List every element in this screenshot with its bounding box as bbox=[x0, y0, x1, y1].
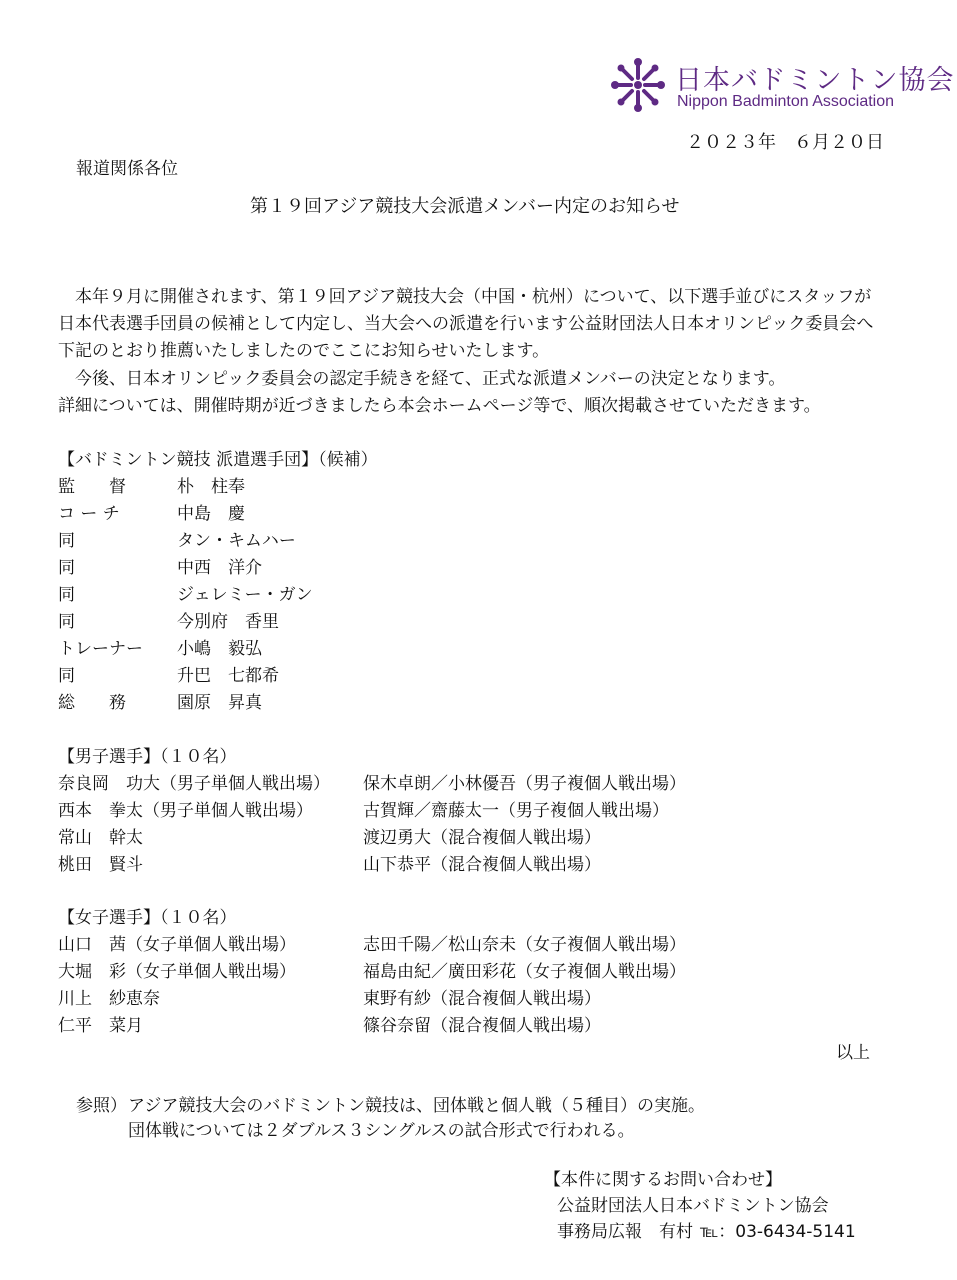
staff-name: 朴 柱奉 bbox=[177, 477, 245, 497]
staff-role: 同 bbox=[58, 585, 75, 605]
staff-role: コ ー チ bbox=[58, 504, 120, 524]
document-date: ２０２３年 ６月２０日 bbox=[686, 132, 884, 153]
staff-role: 同 bbox=[58, 531, 75, 551]
association-logo bbox=[611, 58, 955, 118]
staff-heading: 【バドミントン競技 派遣選手団】（候補） bbox=[58, 450, 378, 470]
document-title: 第１９回アジア競技大会派遣メンバー内定のお知らせ bbox=[250, 196, 680, 217]
player-entry: 志田千陽／松山奈未（女子複個人戦出場） bbox=[363, 935, 686, 955]
staff-name: タン・キムハー bbox=[177, 531, 296, 551]
staff-role: トレーナー bbox=[58, 639, 143, 659]
staff-name: 小嶋 毅弘 bbox=[177, 639, 262, 659]
player-entry: 山口 茜（女子単個人戦出場） bbox=[58, 935, 296, 955]
staff-role: 同 bbox=[58, 558, 75, 578]
staff-role: 同 bbox=[58, 612, 75, 632]
contact-org: 公益財団法人日本バドミントン協会 bbox=[557, 1196, 829, 1216]
body-line: 今後、日本オリンピック委員会の認定手続きを経て、正式な派遣メンバーの決定となります。 bbox=[58, 369, 786, 389]
flower-shuttle-icon bbox=[611, 58, 665, 112]
staff-name: 升巴 七都希 bbox=[177, 666, 279, 686]
body-line: 詳細については、開催時期が近づきましたら本会ホームページ等で、順次掲載させていただきます。 bbox=[58, 396, 821, 416]
staff-name: 園原 昇真 bbox=[177, 693, 262, 713]
player-entry: 常山 幹太 bbox=[58, 828, 143, 848]
org-name-en: Nippon Badminton Association bbox=[677, 93, 895, 110]
staff-role: 監 督 bbox=[58, 477, 126, 497]
note-label: 参照） bbox=[76, 1096, 127, 1116]
player-entry: 川上 紗恵奈 bbox=[58, 989, 160, 1009]
note-line: アジア競技大会のバドミントン競技は、団体戦と個人戦（５種目）の実施。 bbox=[128, 1096, 705, 1116]
body-line: 本年９月に開催されます、第１９回アジア競技大会（中国・杭州）について、以下選手並びにスタッフが bbox=[58, 287, 872, 307]
player-entry: 篠谷奈留（混合複個人戦出場） bbox=[363, 1016, 601, 1036]
closing-mark: 以上 bbox=[836, 1043, 870, 1063]
contact-heading: 【本件に関するお問い合わせ】 bbox=[544, 1170, 782, 1190]
player-entry: 奈良岡 功大（男子単個人戦出場） bbox=[58, 774, 330, 794]
player-entry: 渡辺勇大（混合複個人戦出場） bbox=[363, 828, 601, 848]
player-entry: 東野有紗（混合複個人戦出場） bbox=[363, 989, 601, 1009]
staff-role: 総 務 bbox=[58, 693, 126, 713]
staff-name: ジェレミー・ガン bbox=[177, 585, 313, 605]
staff-role: 同 bbox=[58, 666, 75, 686]
player-entry: 山下恭平（混合複個人戦出場） bbox=[363, 855, 601, 875]
staff-name: 中西 洋介 bbox=[177, 558, 262, 578]
women-heading: 【女子選手】（１０名） bbox=[58, 908, 237, 928]
player-entry: 古賀輝／齋藤太一（男子複個人戦出場） bbox=[363, 801, 669, 821]
player-entry: 保木卓朗／小林優吾（男子複個人戦出場） bbox=[363, 774, 686, 794]
recipient: 報道関係各位 bbox=[76, 159, 178, 179]
staff-name: 中島 慶 bbox=[177, 504, 245, 524]
men-heading: 【男子選手】（１０名） bbox=[58, 747, 237, 767]
org-name-ja: 日本バドミントン協会 bbox=[675, 65, 955, 96]
staff-name: 今別府 香里 bbox=[177, 612, 279, 632]
player-entry: 福島由紀／廣田彩花（女子複個人戦出場） bbox=[363, 962, 686, 982]
note-line: 団体戦については２ダブルス３シングルスの試合形式で行われる。 bbox=[128, 1121, 635, 1141]
body-line: 下記のとおり推薦いたしましたのでここにお知らせいたします。 bbox=[58, 341, 550, 361]
player-entry: 大堀 彩（女子単個人戦出場） bbox=[58, 962, 296, 982]
contact-office: 事務局広報 有村 bbox=[557, 1222, 693, 1242]
player-entry: 仁平 菜月 bbox=[58, 1016, 143, 1036]
body-line: 日本代表選手団員の候補として内定し、当大会への派遣を行います公益財団法人日本オリンピック委員会へ bbox=[58, 314, 874, 334]
player-entry: 桃田 賢斗 bbox=[58, 855, 143, 875]
contact-phone: ℡：03-6434-5141 bbox=[700, 1222, 856, 1242]
player-entry: 西本 拳太（男子単個人戦出場） bbox=[58, 801, 313, 821]
